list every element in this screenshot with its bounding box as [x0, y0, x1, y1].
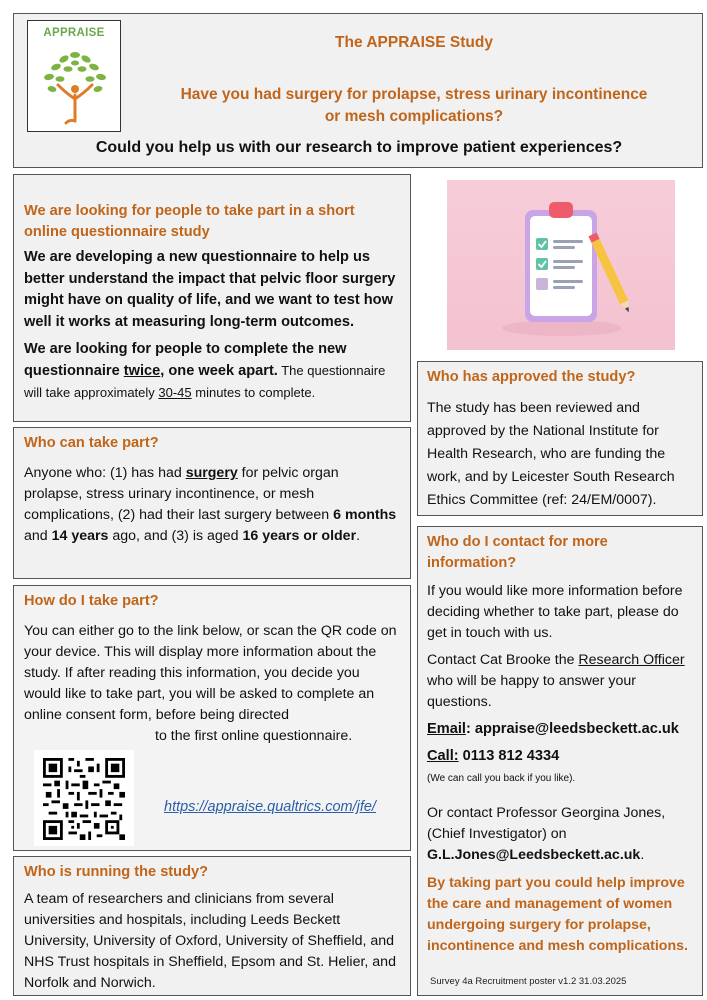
- how-body: You can either go to the link below, or scan the QR code on your device. This will display more information about the study. If after reading this information, you decide you would like to take part, you will be asked to complete an online consent form, before being directed: [24, 623, 397, 723]
- email-address[interactable]: : appraise@leedsbeckett.ac.uk: [465, 721, 679, 737]
- who-heading: Who can take part?: [24, 435, 159, 451]
- phone-number[interactable]: 0113 812 4334: [458, 747, 560, 764]
- who-t4: ago, and (3) is aged: [108, 528, 243, 544]
- logo-text: APPRAISE: [43, 27, 105, 39]
- callback-note: (We can call you back if you like).: [427, 773, 576, 784]
- who-t3: and: [24, 528, 52, 544]
- pi-email[interactable]: G.L.Jones@Leedsbeckett.ac.uk: [427, 847, 641, 863]
- looking-heading: We are looking for people to take part in a short online questionnaire study: [24, 203, 355, 240]
- para2-c: The questionnaire will take approximately: [24, 363, 386, 400]
- para2-minutes: 30-45: [158, 385, 192, 400]
- question-line-2: or mesh complications?: [324, 108, 504, 125]
- contact-p3-text: Or contact Professor Georgina Jones, (Chief Investigator) on: [427, 805, 666, 842]
- qr-code[interactable]: [34, 750, 134, 846]
- running-heading: Who is running the study?: [24, 864, 209, 880]
- para2-d: minutes to complete.: [191, 385, 316, 400]
- clipboard-checklist-icon: [447, 180, 675, 350]
- question-line-1: Have you had surgery for prolapse, stress urinary incontinence: [180, 86, 648, 103]
- para2-twice: twice: [123, 363, 161, 379]
- who-t5: .: [356, 528, 361, 544]
- how-heading: How do I take part?: [24, 593, 159, 609]
- section-who-approved: [417, 361, 703, 516]
- contact-p3: [427, 803, 693, 866]
- looking-para2: [24, 339, 400, 404]
- contact-p2-a: Contact Cat Brooke the: [427, 652, 579, 668]
- footer-version: Survey 4a Recruitment poster v1.2 31.03.2025: [430, 976, 627, 987]
- headline-question: [134, 84, 694, 128]
- section-looking: [13, 174, 411, 422]
- contact-call-line: [427, 746, 693, 768]
- closing-message: By taking part you could help improve the care and management of women undergoing surgery for prolapse, incontinence and mesh complications.: [427, 875, 688, 954]
- subtitle: Could you help us with our research to improve patient experiences?: [95, 139, 623, 156]
- contact-p1: If you would like more information before deciding whether to take part, please do get in touch with us.: [427, 583, 683, 641]
- approved-body: The study has been reviewed and approved by the National Institute for Health Research, who are funding the work, and by Leicester South Research Ethics Committee (ref: 24/EM/0007).: [427, 400, 675, 508]
- clipboard-illustration: [447, 180, 675, 350]
- para2-b: , one week apart.: [160, 363, 278, 379]
- appraise-logo: [27, 20, 121, 132]
- contact-p3-end: .: [640, 847, 645, 863]
- who-t1: Anyone who: (1) has had: [24, 465, 186, 481]
- email-label: Email: [427, 721, 466, 737]
- who-t2: for pelvic organ prolapse, stress urinary incontinence, or mesh complications, (2) had their last surgery between: [24, 465, 339, 523]
- research-officer-link[interactable]: Research Officer: [578, 652, 685, 668]
- contact-email-line: [427, 719, 693, 741]
- section-who-can-take-part: [13, 427, 411, 579]
- how-body-end: to the first online questionnaire.: [155, 728, 353, 744]
- who-months: 6 months: [333, 507, 397, 523]
- questionnaire-link[interactable]: https://appraise.qualtrics.com/jfe/: [164, 799, 376, 815]
- tree-person-icon: [40, 47, 110, 127]
- approved-heading: Who has approved the study?: [427, 369, 636, 385]
- header-banner: [13, 13, 703, 168]
- who-body: [24, 463, 400, 547]
- study-title: The APPRAISE Study: [335, 34, 493, 51]
- section-who-is-running: [13, 856, 411, 996]
- contact-p2: [427, 650, 693, 713]
- para2-a: We are looking for people to complete the new questionnaire: [24, 341, 347, 379]
- section-contact: [417, 526, 703, 996]
- qr-code-icon: [43, 758, 125, 840]
- contact-heading: Who do I contact for more information?: [427, 534, 608, 571]
- looking-para1: We are developing a new questionnaire to help us better understand the impact that pelvic floor surgery might have on quality of life, and we want to test how well it works at measuring long-term outcomes.: [24, 249, 396, 330]
- running-body: A team of researchers and clinicians from several universities and hospitals, including Leeds Beckett University, University of Oxford, University of Sheffield, and NHS Trust hospitals in Sheffield, Epsom and St. Helier, and Norfolk and Norwich.: [24, 891, 396, 991]
- who-years: 14 years: [51, 528, 109, 544]
- call-label: Call:: [427, 747, 459, 764]
- who-surgery: surgery: [185, 465, 238, 481]
- who-age: 16 years or older: [242, 528, 357, 544]
- contact-p2-b: who will be happy to answer your questions.: [427, 673, 636, 710]
